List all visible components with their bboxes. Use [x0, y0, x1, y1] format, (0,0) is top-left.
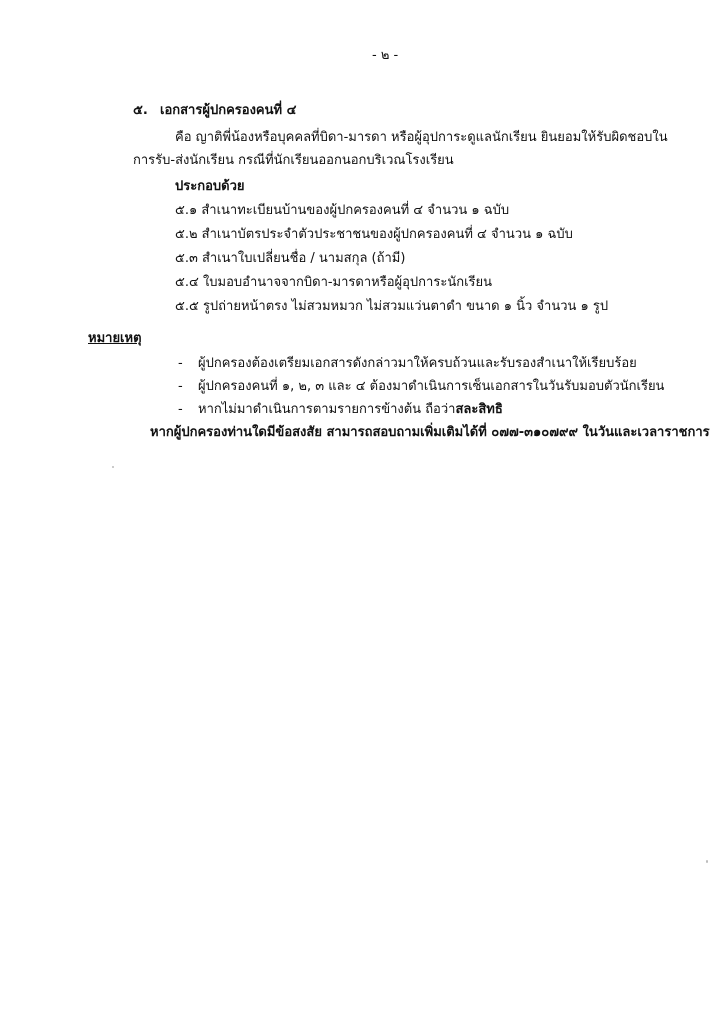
bullet-dash: - — [178, 356, 183, 371]
page-number: - ๒ - — [372, 48, 399, 63]
remark-item-text: หากไม่มาดำเนินการตามรายการข้างต้น ถือว่า — [198, 402, 456, 417]
section-description-line-1: คือ ญาติพี่น้องหรือบุคคลที่บิดา-มารดา หรือผู้อุปการะดูแลนักเรียน ยินยอมให้รับผิดชอบใน — [175, 130, 668, 145]
remark-item: ผู้ปกครองต้องเตรียมเอกสารดังกล่าวมาให้ครบถ้วนและรับรองสำเนาให้เรียบร้อย — [198, 356, 637, 371]
list-item: ๕.๔ ใบมอบอำนาจจากบิดา-มารดาหรือผู้อุปการะนักเรียน — [175, 275, 493, 290]
contact-note: หากผู้ปกครองท่านใดมีข้อสงสัย สามารถสอบถามเพิ่มเติมได้ที่ ๐๗๗-๓๑๐๗๙๙ ในวันและเวลาราชการ — [150, 425, 710, 440]
list-item: ๕.๕ รูปถ่ายหน้าตรง ไม่สวมหมวก ไม่สวมแว่นตาดำ ขนาด ๑ นิ้ว จำนวน ๑ รูป — [175, 299, 609, 314]
bullet-dash: - — [178, 402, 183, 417]
scan-speck — [706, 860, 708, 863]
section-number: ๕. — [133, 103, 148, 118]
composition-heading: ประกอบด้วย — [175, 179, 245, 194]
list-item: ๕.๑ สำเนาทะเบียนบ้านของผู้ปกครองคนที่ ๔ จำนวน ๑ ฉบับ — [175, 203, 510, 218]
section-description-line-2: การรับ-ส่งนักเรียน กรณีที่นักเรียนออกนอกบริเวณโรงเรียน — [133, 153, 454, 168]
scan-speck — [112, 466, 114, 468]
remark-item-emphasis: สละสิทธิ — [455, 402, 503, 417]
list-item: ๕.๓ สำเนาใบเปลี่ยนชื่อ / นามสกุล (ถ้ามี) — [175, 251, 406, 266]
section-title: เอกสารผู้ปกครองคนที่ ๔ — [160, 103, 297, 118]
remark-item: ผู้ปกครองคนที่ ๑, ๒, ๓ และ ๔ ต้องมาดำเนินการเซ็นเอกสารในวันรับมอบตัวนักเรียน — [198, 379, 665, 394]
remark-item — [198, 401, 503, 419]
bullet-dash: - — [178, 379, 183, 394]
list-item: ๕.๒ สำเนาบัตรประจำตัวประชาชนของผู้ปกครองคนที่ ๔ จำนวน ๑ ฉบับ — [175, 227, 573, 242]
remarks-heading: หมายเหตุ — [88, 331, 142, 346]
